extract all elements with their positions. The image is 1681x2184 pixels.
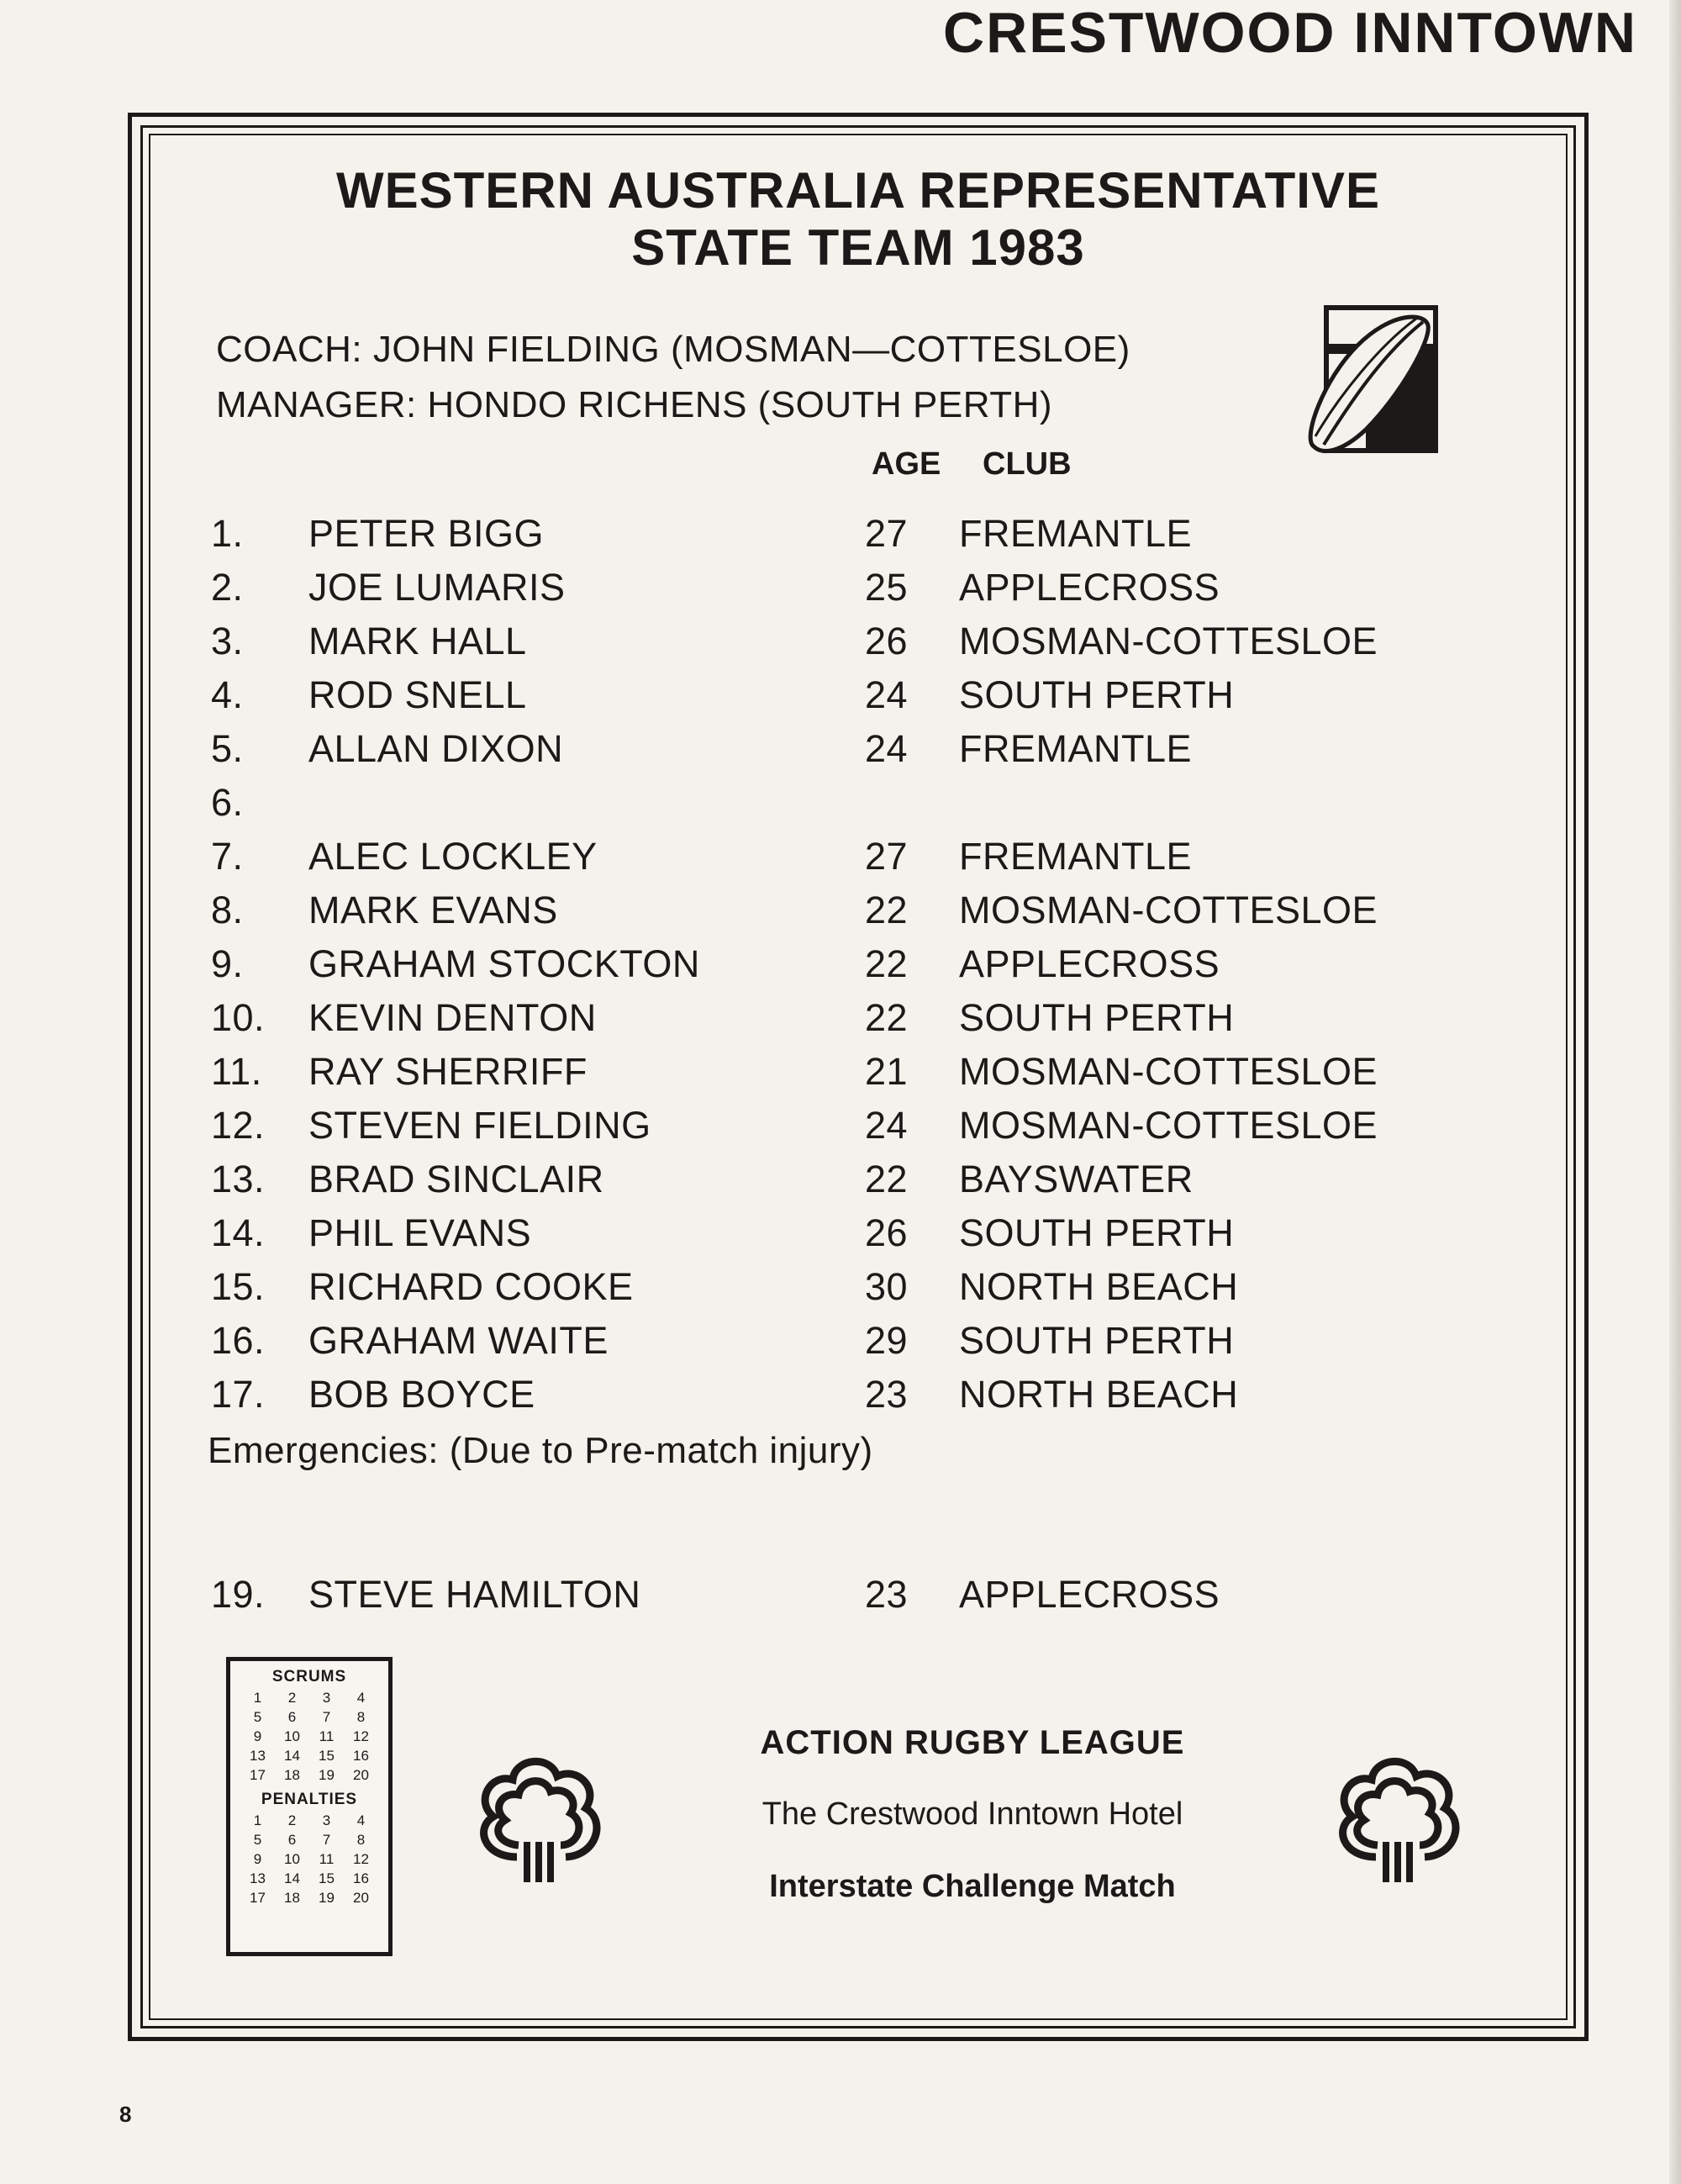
player-row: 15. RICHARD COOKE 30 NORTH BEACH xyxy=(211,1265,1239,1308)
player-row: 7. ALEC LOCKLEY 27 FREMANTLE xyxy=(211,835,1193,878)
manager-line: MANAGER: HONDO RICHENS (SOUTH PERTH) xyxy=(216,384,1053,425)
penalties-label: PENALTIES xyxy=(261,1791,358,1808)
footer-hotel-name: The Crestwood Inntown Hotel xyxy=(761,1796,1183,1832)
player-row: 16. GRAHAM WAITE 29 SOUTH PERTH xyxy=(211,1319,1235,1362)
scrums-label: SCRUMS xyxy=(271,1668,347,1685)
page-title-line2: STATE TEAM 1983 xyxy=(631,219,1085,276)
rugby-ball-logo-icon xyxy=(1299,303,1441,455)
page-title-line1: WESTERN AUSTRALIA REPRESENTATIVE xyxy=(335,162,1381,219)
coach-line: COACH: JOHN FIELDING (MOSMAN—COTTESLOE) xyxy=(216,329,1130,370)
running-head-text: CRESTWOOD INNTOWN xyxy=(943,1,1638,65)
player-row: 5. ALLAN DIXON 24 FREMANTLE xyxy=(211,727,1193,770)
player-row: 4. ROD SNELL 24 SOUTH PERTH xyxy=(211,673,1235,716)
footer-match-name: Interstate Challenge Match xyxy=(769,1869,1176,1904)
player-row: 3. MARK HALL 26 MOSMAN-COTTESLOE xyxy=(211,620,1378,662)
page-edge xyxy=(1669,0,1681,2184)
penalties-grid: 1 2 3 4 5 6 7 8 9 10 11 12 13 14 15 16 17 18 19 20 xyxy=(250,1812,369,1906)
player-row: 10. KEVIN DENTON 22 SOUTH PERTH xyxy=(211,996,1235,1039)
player-row: 9. GRAHAM STOCKTON 22 APPLECROSS xyxy=(211,942,1220,985)
player-row: 12. STEVEN FIELDING 24 MOSMAN-COTTESLOE xyxy=(211,1104,1378,1147)
player-row: 6. xyxy=(211,781,244,824)
player-row: 14. PHIL EVANS 26 SOUTH PERTH xyxy=(211,1211,1235,1254)
player-row: 11. RAY SHERRIFF 21 MOSMAN-COTTESLOE xyxy=(211,1050,1378,1093)
player-row: 8. MARK EVANS 22 MOSMAN-COTTESLOE xyxy=(211,889,1378,931)
scorebox xyxy=(226,1657,393,1956)
column-header-age: AGE xyxy=(872,446,941,482)
scrums-grid: 1 2 3 4 5 6 7 8 9 10 11 12 13 14 15 16 17 18 19 20 xyxy=(250,1690,369,1783)
reserve-player-row: 19. STEVE HAMILTON 23 APPLECROSS xyxy=(211,1573,1220,1616)
flower-logo-icon xyxy=(466,1748,609,1891)
footer-league-title: ACTION RUGBY LEAGUE xyxy=(760,1724,1185,1761)
emergencies-label: Emergencies: (Due to Pre-match injury) xyxy=(208,1430,873,1471)
flower-logo-icon xyxy=(1325,1748,1468,1891)
player-row: 2. JOE LUMARIS 25 APPLECROSS xyxy=(211,566,1220,609)
column-header-club: CLUB xyxy=(983,446,1072,482)
player-row: 17. BOB BOYCE 23 NORTH BEACH xyxy=(211,1373,1239,1416)
player-row: 1. PETER BIGG 27 FREMANTLE xyxy=(211,512,1193,555)
program-frame xyxy=(128,113,1589,2041)
running-head xyxy=(925,0,1681,67)
page-number: 8 xyxy=(119,2102,132,2127)
player-row: 13. BRAD SINCLAIR 22 BAYSWATER xyxy=(211,1158,1194,1200)
